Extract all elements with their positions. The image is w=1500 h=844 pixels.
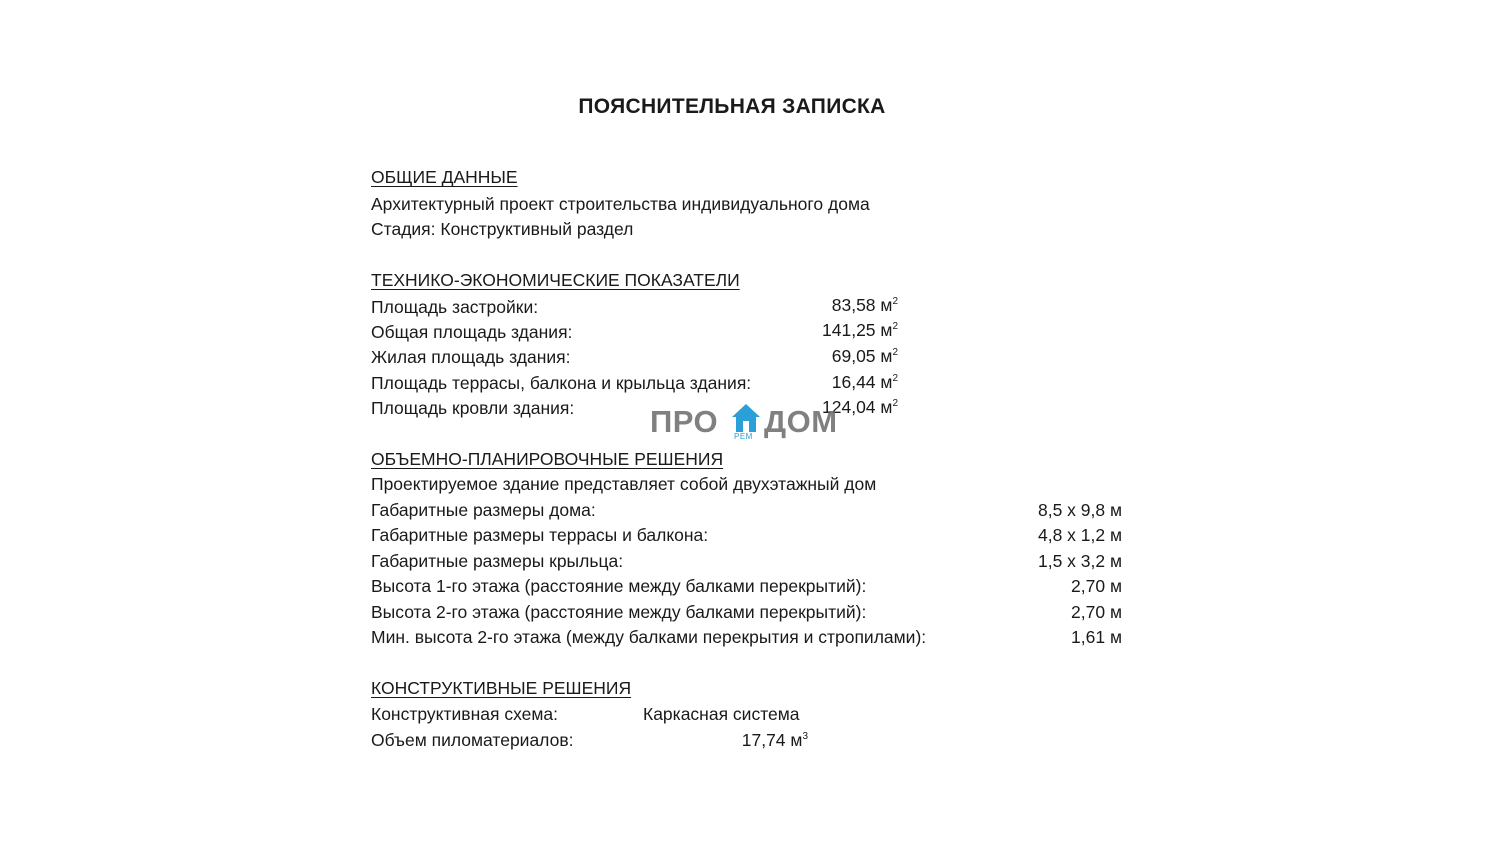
volume-value-house-size: 8,5 x 9,8 м	[1037, 500, 1122, 520]
watermark-small-text: РЕМ	[734, 432, 753, 441]
watermark-logo	[650, 402, 850, 446]
construct-label-lumber: Объем пиломатериалов:	[371, 730, 574, 750]
volume-label-floor1-height: Высота 1-го этажа (расстояние между балками перекрытий):	[371, 576, 867, 596]
tech-label-living-area: Жилая площадь здания:	[371, 347, 571, 367]
tech-value-terrace-area: 16,44 $м^2$	[831, 372, 898, 392]
construct-value-scheme: Каркасная система	[643, 704, 800, 724]
volume-label-house-size: Габаритные размеры дома:	[371, 500, 596, 520]
section-heading-tech: ТЕХНИКО-ЭКОНОМИЧЕСКИЕ ПОКАЗАТЕЛИ	[371, 270, 740, 290]
volume-value-floor2-min-height: 1,61 м	[1071, 627, 1122, 647]
general-line-stage: Стадия: Конструктивный раздел	[371, 219, 634, 239]
tech-value-living-area: 69,05 $м^2$	[831, 346, 898, 366]
volume-label-floor2-height: Высота 2-го этажа (расстояние между балками перекрытий):	[371, 602, 867, 622]
volume-label-terrace-size: Габаритные размеры террасы и балкона:	[371, 525, 709, 545]
general-line-project: Архитектурный проект строительства индивидуального дома	[371, 194, 870, 214]
section-heading-construct: КОНСТРУКТИВНЫЕ РЕШЕНИЯ	[371, 678, 632, 698]
page-title: ПОЯСНИТЕЛЬНАЯ ЗАПИСКА	[578, 95, 886, 118]
tech-value-building-area: 83,58 $м^2$	[831, 295, 898, 315]
construct-label-scheme: Конструктивная схема:	[371, 704, 558, 724]
tech-label-terrace-area: Площадь террасы, балкона и крыльца здания:	[371, 373, 752, 393]
section-heading-volume: ОБЪЕМНО-ПЛАНИРОВОЧНЫЕ РЕШЕНИЯ	[371, 449, 724, 469]
section-heading-general: ОБЩИЕ ДАННЫЕ	[371, 167, 518, 187]
volume-value-porch-size: 1,5 x 3,2 м	[1037, 551, 1122, 571]
volume-value-floor1-height: 2,70 м	[1071, 576, 1122, 596]
volume-value-floor2-height: 2,70 м	[1071, 602, 1122, 622]
watermark-text-left: ПРО	[650, 404, 719, 439]
tech-label-roof-area: Площадь кровли здания:	[371, 398, 575, 418]
construct-value-lumber: 17,74 $м^3$	[741, 730, 808, 750]
volume-label-porch-size: Габаритные размеры крыльца:	[371, 551, 624, 571]
volume-intro: Проектируемое здание представляет собой двухэтажный дом	[371, 474, 877, 494]
tech-value-roof-area: 124,04 $м^2$	[822, 397, 898, 417]
tech-label-total-area: Общая площадь здания:	[371, 322, 573, 342]
volume-value-terrace-size: 4,8 x 1,2 м	[1037, 525, 1122, 545]
tech-label-building-area: Площадь застройки:	[371, 297, 539, 317]
tech-value-total-area: 141,25 $м^2$	[822, 320, 898, 340]
watermark-text-right: ДОМ	[764, 404, 838, 439]
house-icon	[730, 402, 762, 436]
volume-label-floor2-min-height: Мин. высота 2-го этажа (между балками перекрытия и стропилами):	[371, 627, 927, 647]
